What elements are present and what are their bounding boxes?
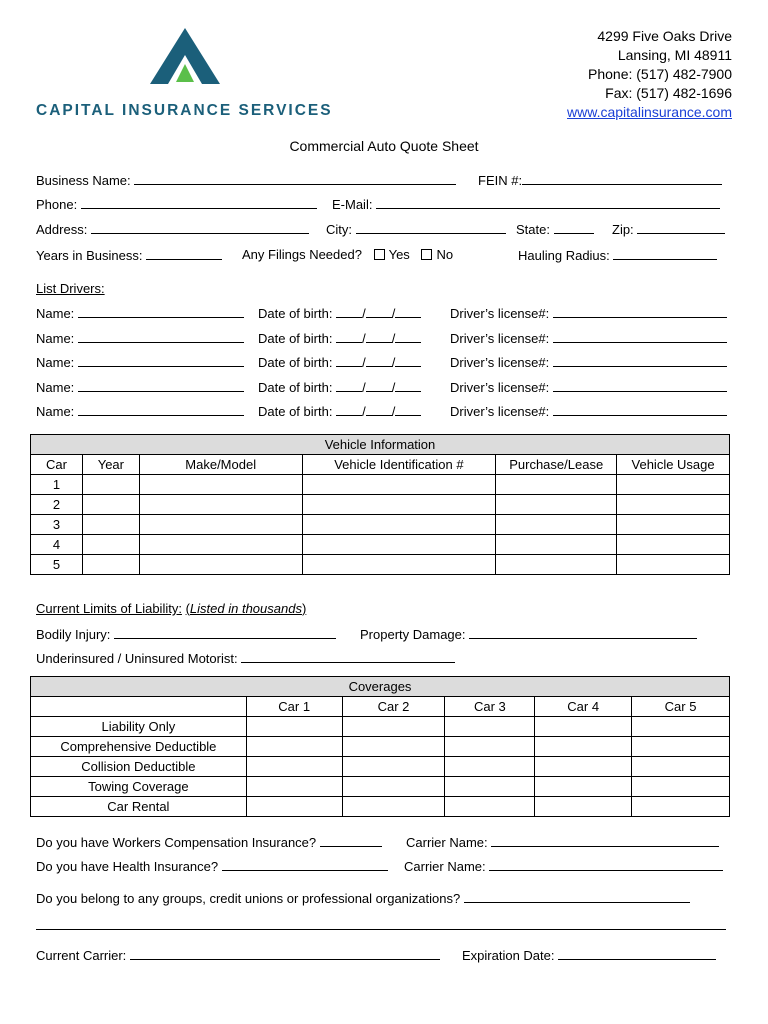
coverage-row-label: Car Rental — [31, 797, 247, 817]
driver-license-field[interactable] — [553, 402, 727, 416]
coverage-cell[interactable] — [342, 777, 445, 797]
vehicle-cell[interactable] — [302, 535, 496, 555]
vehicle-cell[interactable] — [496, 555, 617, 575]
hauling-radius-field[interactable] — [613, 246, 717, 260]
vehicle-column-header: Vehicle Identification # — [302, 455, 496, 475]
address-label: Address: — [36, 222, 88, 237]
driver-license-label: Driver’s license#: — [450, 330, 550, 346]
property-damage-field[interactable] — [469, 625, 697, 639]
health-insurance-label: Do you have Health Insurance? — [36, 859, 219, 874]
coverage-row-label: Collision Deductible — [31, 757, 247, 777]
coverage-cell[interactable] — [445, 797, 535, 817]
vehicle-cell[interactable] — [82, 535, 139, 555]
carrier-name-field-2[interactable] — [489, 857, 723, 871]
driver-license-label: Driver’s license#: — [450, 379, 550, 395]
driver-name-label: Name: — [36, 355, 75, 370]
coverages-table — [30, 676, 730, 817]
driver-name-field[interactable] — [78, 304, 244, 318]
current-carrier-label: Current Carrier: — [36, 948, 127, 963]
driver-name-field[interactable] — [78, 402, 244, 416]
uninsured-row — [36, 649, 455, 667]
driver-dob-label: Date of birth: — [258, 404, 333, 419]
vehicle-cell[interactable] — [82, 515, 139, 535]
coverage-cell[interactable] — [445, 757, 535, 777]
company-logo-icon — [150, 28, 220, 84]
vehicle-cell[interactable] — [302, 495, 496, 515]
email-field[interactable] — [376, 195, 720, 209]
company-address-block — [567, 27, 732, 122]
vehicle-table-header-row — [31, 455, 730, 475]
groups-row — [36, 889, 690, 907]
coverage-row-label: Liability Only — [31, 717, 247, 737]
workers-comp-field[interactable] — [320, 833, 382, 847]
coverage-cell[interactable] — [535, 737, 632, 757]
driver-dob-label: Date of birth: — [258, 355, 333, 370]
coverage-corner-cell — [31, 697, 247, 717]
liability-heading-note: Listed in thousands — [189, 601, 302, 616]
groups-extra-line[interactable] — [36, 929, 726, 930]
coverage-cell[interactable] — [632, 797, 730, 817]
vehicle-car-number: 2 — [31, 495, 83, 515]
form-title: Commercial Auto Quote Sheet — [289, 138, 479, 154]
table-row — [31, 797, 730, 817]
driver-license-label: Driver’s license#: — [450, 404, 550, 419]
coverage-cell[interactable] — [632, 757, 730, 777]
table-row — [31, 495, 730, 515]
business-name-label: Business Name: — [36, 173, 131, 188]
dob-year-field[interactable] — [395, 378, 421, 392]
coverage-cell[interactable] — [535, 777, 632, 797]
vehicle-cell[interactable] — [496, 535, 617, 555]
vehicle-cell[interactable] — [617, 495, 730, 515]
carrier-name-label: Carrier Name: — [406, 835, 488, 850]
filings-yes-label: Yes — [388, 247, 410, 262]
coverage-cell[interactable] — [535, 797, 632, 817]
vehicle-cell[interactable] — [139, 535, 302, 555]
state-field[interactable] — [554, 220, 594, 234]
vehicle-information-table — [30, 434, 730, 575]
email-label: E-Mail: — [332, 197, 373, 212]
vehicle-cell[interactable] — [302, 555, 496, 575]
vehicle-cell[interactable] — [82, 555, 139, 575]
vehicle-column-header: Purchase/Lease — [496, 455, 617, 475]
dob-year-field[interactable] — [395, 329, 421, 343]
years-in-business-label: Years in Business: — [36, 248, 143, 263]
vehicle-cell[interactable] — [82, 495, 139, 515]
vehicle-car-number: 3 — [31, 515, 83, 535]
dob-year-field[interactable] — [395, 353, 421, 367]
table-row — [31, 737, 730, 757]
vehicle-cell[interactable] — [496, 475, 617, 495]
table-row — [31, 757, 730, 777]
dob-month-field[interactable] — [336, 304, 362, 318]
coverage-cell[interactable] — [632, 777, 730, 797]
coverage-column-header: Car 1 — [246, 697, 342, 717]
dob-month-field[interactable] — [336, 378, 362, 392]
driver-license-label: Driver’s license#: — [450, 355, 550, 370]
coverage-cell[interactable] — [246, 737, 342, 757]
vehicle-cell[interactable] — [139, 495, 302, 515]
city-field[interactable] — [356, 220, 506, 234]
state-label: State: — [516, 222, 550, 237]
driver-name-label: Name: — [36, 379, 75, 395]
years-in-business-field[interactable] — [146, 246, 222, 260]
driver-license-field[interactable] — [553, 304, 727, 318]
hauling-radius-label: Hauling Radius: — [518, 248, 610, 263]
company-website-link[interactable]: www.capitalinsurance.com — [567, 104, 732, 120]
vehicle-cell[interactable] — [139, 515, 302, 535]
coverage-cell[interactable] — [342, 797, 445, 817]
table-row — [31, 515, 730, 535]
table-row — [31, 535, 730, 555]
uninsured-label: Underinsured / Uninsured Motorist: — [36, 651, 238, 666]
filings-yes-checkbox[interactable] — [374, 249, 385, 260]
dob-month-field[interactable] — [336, 329, 362, 343]
coverage-column-header: Car 4 — [535, 697, 632, 717]
coverage-cell[interactable] — [246, 777, 342, 797]
vehicle-column-header: Year — [82, 455, 139, 475]
address-line1: 4299 Five Oaks Drive — [597, 28, 732, 44]
business-name-field[interactable] — [134, 171, 456, 185]
dob-day-field[interactable] — [366, 329, 392, 343]
groups-field[interactable] — [464, 889, 690, 903]
driver-dob-label: Date of birth: — [258, 379, 333, 395]
address-field[interactable] — [91, 220, 309, 234]
liability-heading: Current Limits of Liability: (Listed in thousands) — [36, 601, 307, 616]
dob-month-field[interactable] — [336, 353, 362, 367]
dob-year-field[interactable] — [395, 304, 421, 318]
coverage-row-label: Comprehensive Deductible — [31, 737, 247, 757]
driver-name-label: Name: — [36, 330, 75, 346]
phone-field[interactable] — [81, 195, 317, 209]
coverage-cell[interactable] — [342, 737, 445, 757]
coverage-cell[interactable] — [342, 717, 445, 737]
coverage-cell[interactable] — [535, 757, 632, 777]
vehicle-cell[interactable] — [302, 475, 496, 495]
coverage-cell[interactable] — [445, 777, 535, 797]
zip-field[interactable] — [637, 220, 725, 234]
vehicle-car-number: 5 — [31, 555, 83, 575]
coverage-cell[interactable] — [246, 717, 342, 737]
vehicle-cell[interactable] — [139, 555, 302, 575]
workers-comp-label: Do you have Workers Compensation Insurance? — [36, 835, 317, 850]
carrier-name-field-1[interactable] — [491, 833, 719, 847]
vehicle-cell[interactable] — [82, 475, 139, 495]
coverage-cell[interactable] — [445, 737, 535, 757]
coverage-cell[interactable] — [535, 717, 632, 737]
uninsured-field[interactable] — [241, 649, 455, 663]
driver-dob-label: Date of birth: — [258, 306, 333, 321]
driver-name-label: Name: — [36, 306, 75, 321]
vehicle-cell[interactable] — [496, 495, 617, 515]
vehicle-column-header: Vehicle Usage — [617, 455, 730, 475]
driver-license-label: Driver’s license#: — [450, 306, 550, 321]
vehicle-cell[interactable] — [617, 515, 730, 535]
coverage-cell[interactable] — [246, 757, 342, 777]
vehicle-cell[interactable] — [617, 475, 730, 495]
coverage-cell[interactable] — [246, 797, 342, 817]
table-row — [31, 475, 730, 495]
vehicle-table-title: Vehicle Information — [31, 435, 730, 455]
dob-day-field[interactable] — [366, 353, 392, 367]
driver-license-field[interactable] — [553, 378, 727, 392]
table-row — [31, 777, 730, 797]
coverage-column-header: Car 3 — [445, 697, 535, 717]
city-label: City: — [326, 222, 352, 237]
phone-label: Phone: — [36, 197, 78, 212]
coverage-column-header: Car 2 — [342, 697, 445, 717]
table-row — [31, 555, 730, 575]
company-name: CAPITAL INSURANCE SERVICES — [36, 102, 333, 119]
driver-name-field[interactable] — [78, 378, 244, 392]
carrier-name-label: Carrier Name: — [404, 859, 486, 874]
liability-heading-label: Current Limits of Liability: — [36, 601, 182, 616]
vehicle-cell[interactable] — [496, 515, 617, 535]
vehicle-column-header: Car — [31, 455, 83, 475]
filings-no-checkbox[interactable] — [421, 249, 432, 260]
bodily-injury-label: Bodily Injury: — [36, 627, 111, 642]
vehicle-car-number: 4 — [31, 535, 83, 555]
fein-field[interactable] — [522, 171, 722, 185]
driver-name-label: Name: — [36, 404, 75, 419]
filings-no-label: No — [436, 247, 454, 262]
expiration-date-field[interactable] — [558, 946, 716, 960]
company-phone: Phone: (517) 482-7900 — [588, 66, 732, 82]
coverages-table-title: Coverages — [31, 677, 730, 697]
dob-day-field[interactable] — [366, 378, 392, 392]
vehicle-cell[interactable] — [302, 515, 496, 535]
coverage-row-label: Towing Coverage — [31, 777, 247, 797]
dob-day-field[interactable] — [366, 402, 392, 416]
property-damage-label: Property Damage: — [360, 627, 466, 642]
health-insurance-field[interactable] — [222, 857, 388, 871]
vehicle-cell[interactable] — [139, 475, 302, 495]
driver-license-field[interactable] — [553, 329, 727, 343]
address-line2: Lansing, MI 48911 — [617, 47, 732, 63]
vehicle-cell[interactable] — [617, 535, 730, 555]
vehicle-cell[interactable] — [617, 555, 730, 575]
coverage-cell[interactable] — [445, 717, 535, 737]
dob-month-field[interactable] — [336, 402, 362, 416]
table-row — [31, 717, 730, 737]
current-carrier-field[interactable] — [130, 946, 440, 960]
coverage-cell[interactable] — [342, 757, 445, 777]
coverages-table-header-row — [31, 697, 730, 717]
zip-label: Zip: — [612, 222, 634, 237]
expiration-date-label: Expiration Date: — [462, 948, 555, 963]
bodily-injury-field[interactable] — [114, 625, 336, 639]
driver-dob-label: Date of birth: — [258, 330, 333, 346]
vehicle-column-header: Make/Model — [139, 455, 302, 475]
coverage-cell[interactable] — [632, 717, 730, 737]
driver-license-field[interactable] — [553, 353, 727, 367]
driver-name-field[interactable] — [78, 329, 244, 343]
fein-label: FEIN #: — [478, 173, 523, 188]
filings-needed-label: Any Filings Needed? — [242, 247, 362, 262]
dob-year-field[interactable] — [395, 402, 421, 416]
list-drivers-heading: List Drivers: — [36, 281, 105, 296]
dob-day-field[interactable] — [366, 304, 392, 318]
driver-name-field[interactable] — [78, 353, 244, 367]
coverage-column-header: Car 5 — [632, 697, 730, 717]
company-fax: Fax: (517) 482-1696 — [605, 85, 732, 101]
vehicle-car-number: 1 — [31, 475, 83, 495]
coverage-cell[interactable] — [632, 737, 730, 757]
groups-label: Do you belong to any groups, credit unions or professional organizations? — [36, 891, 461, 906]
